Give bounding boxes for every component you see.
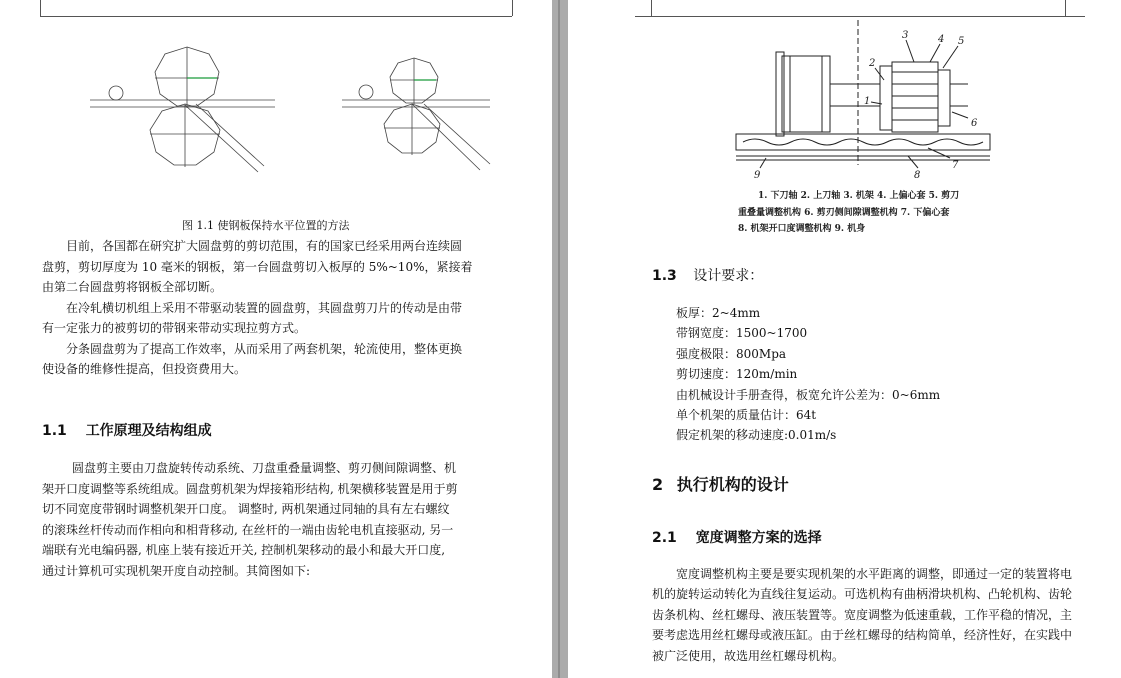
section-number: 1.1 bbox=[42, 423, 67, 439]
requirement-item: 强度极限：800Mpa bbox=[676, 347, 787, 361]
page-gutter-divider bbox=[558, 0, 560, 678]
requirement-item: 单个机架的质量估计：64t bbox=[676, 408, 817, 422]
paragraph-line: 分条圆盘剪为了提高工作效率，从而采用了两套机架，轮流使用，整体更换 bbox=[66, 342, 463, 356]
section-number: 2.1 bbox=[652, 530, 677, 546]
chapter-heading-2 bbox=[652, 472, 789, 495]
diagram-legend-line: 重叠量调整机构 6. 剪刃侧间隙调整机构 7. 下偏心套 bbox=[738, 208, 950, 218]
diagram-label: 9 bbox=[754, 170, 761, 181]
paragraph-line: 有一定张力的被剪切的带钢来带动实现拉剪方式。 bbox=[42, 321, 307, 335]
requirement-item: 板厚：2~4mm bbox=[676, 306, 761, 320]
diagram-legend-line: 8. 机架开口度调整机构 9. 机身 bbox=[738, 224, 866, 234]
paragraph-line: 由第二台圆盘剪将钢板全部切断。 bbox=[42, 280, 223, 294]
chapter-number: 2 bbox=[652, 475, 664, 494]
disc-shear-structure-diagram bbox=[568, 0, 1121, 190]
paragraph-line: 要考虑选用丝杠螺母或液压缸。由于丝杠螺母的结构简单，经济性好，在实践中 bbox=[652, 628, 1073, 642]
paragraph-line: 切不同宽度带钢时调整机架开口度。 调整时, 两机架通过同轴的具有左右螺纹 bbox=[42, 502, 450, 516]
diagram-label: 2 bbox=[869, 58, 876, 69]
paragraph-line: 端联有光电编码器, 机座上装有接近开关, 控制机架移动的最小和最大开口度, bbox=[42, 543, 446, 557]
paragraph-line: 圆盘剪主要由刀盘旋转传动系统、刀盘重叠量调整、剪刃侧间隙调整、机 bbox=[72, 461, 457, 475]
section-title: 工作原理及结构组成 bbox=[85, 423, 212, 439]
paragraph-line: 盘剪，剪切厚度为 10 毫米的钢板，第一台圆盘剪切入板厚的 5%~10%，紧接着 bbox=[42, 260, 473, 274]
diagram-label: 6 bbox=[971, 118, 978, 129]
diagram-label: 5 bbox=[958, 36, 965, 47]
paragraph-line: 使设备的维修性提高，但投资费用大。 bbox=[42, 362, 247, 376]
diagram-label: 1 bbox=[864, 96, 871, 107]
document-page-right bbox=[568, 0, 1121, 678]
section-heading-2-1 bbox=[652, 527, 822, 547]
paragraph-line: 架开口度调整等系统组成。圆盘剪机架为焊接箱形结构, 机架横移装置是用于剪 bbox=[42, 482, 458, 496]
paragraph-line: 在冷轧横切机组上采用不带驱动装置的圆盘剪，其圆盘剪刀片的传动是由带 bbox=[66, 301, 463, 315]
section-heading-1-1 bbox=[42, 420, 212, 440]
section-title: 设计要求： bbox=[693, 268, 764, 284]
paragraph-line: 的滚珠丝杆传动而作相向和相背移动, 在丝杆的一端由齿轮电机直接驱动, 另一 bbox=[42, 523, 454, 537]
section-heading-1-3 bbox=[652, 265, 763, 285]
paragraph-line: 齿条机构、丝杠螺母、液压装置等。宽度调整为低速重载，工作平稳的情况，主 bbox=[652, 608, 1073, 622]
document-page-left bbox=[0, 0, 552, 678]
figure-caption: 图 1.1 使钢板保持水平位置的方法 bbox=[182, 219, 350, 232]
section-number: 1.3 bbox=[652, 268, 677, 284]
diagram-label: 4 bbox=[938, 34, 945, 45]
requirement-item: 带钢宽度：1500~1700 bbox=[676, 326, 808, 340]
figure-1-1-disc-shear-diagram bbox=[0, 0, 552, 215]
paragraph-line: 宽度调整机构主要是要实现机架的水平距离的调整，即通过一定的装置将电 bbox=[676, 567, 1073, 581]
diagram-label: 3 bbox=[902, 30, 909, 41]
paragraph-line: 机的旋转运动转化为直线往复运动。可选机构有曲柄滑块机构、凸轮机构、齿轮 bbox=[652, 587, 1073, 601]
diagram-label: 8 bbox=[914, 170, 921, 181]
paragraph-line: 目前，各国都在研究扩大圆盘剪的剪切范围，有的国家已经采用两台连续圆 bbox=[66, 239, 463, 253]
page-gutter bbox=[552, 0, 568, 678]
paragraph-line: 被广泛使用，故选用丝杠螺母机构。 bbox=[652, 649, 845, 663]
requirement-item: 由机械设计手册查得，板宽允许公差为：0~6mm bbox=[676, 388, 941, 402]
requirement-item: 剪切速度：120m/min bbox=[676, 367, 798, 381]
section-title: 宽度调整方案的选择 bbox=[695, 530, 822, 546]
chapter-title: 执行机构的设计 bbox=[676, 475, 789, 494]
requirement-item: 假定机架的移动速度:0.01m/s bbox=[676, 428, 837, 442]
diagram-label: 7 bbox=[952, 160, 959, 171]
paragraph-line: 通过计算机可实现机架开度自动控制。其简图如下: bbox=[42, 564, 311, 578]
diagram-legend-line: 1. 下刀轴 2. 上刀轴 3. 机架 4. 上偏心套 5. 剪刀 bbox=[758, 191, 960, 201]
